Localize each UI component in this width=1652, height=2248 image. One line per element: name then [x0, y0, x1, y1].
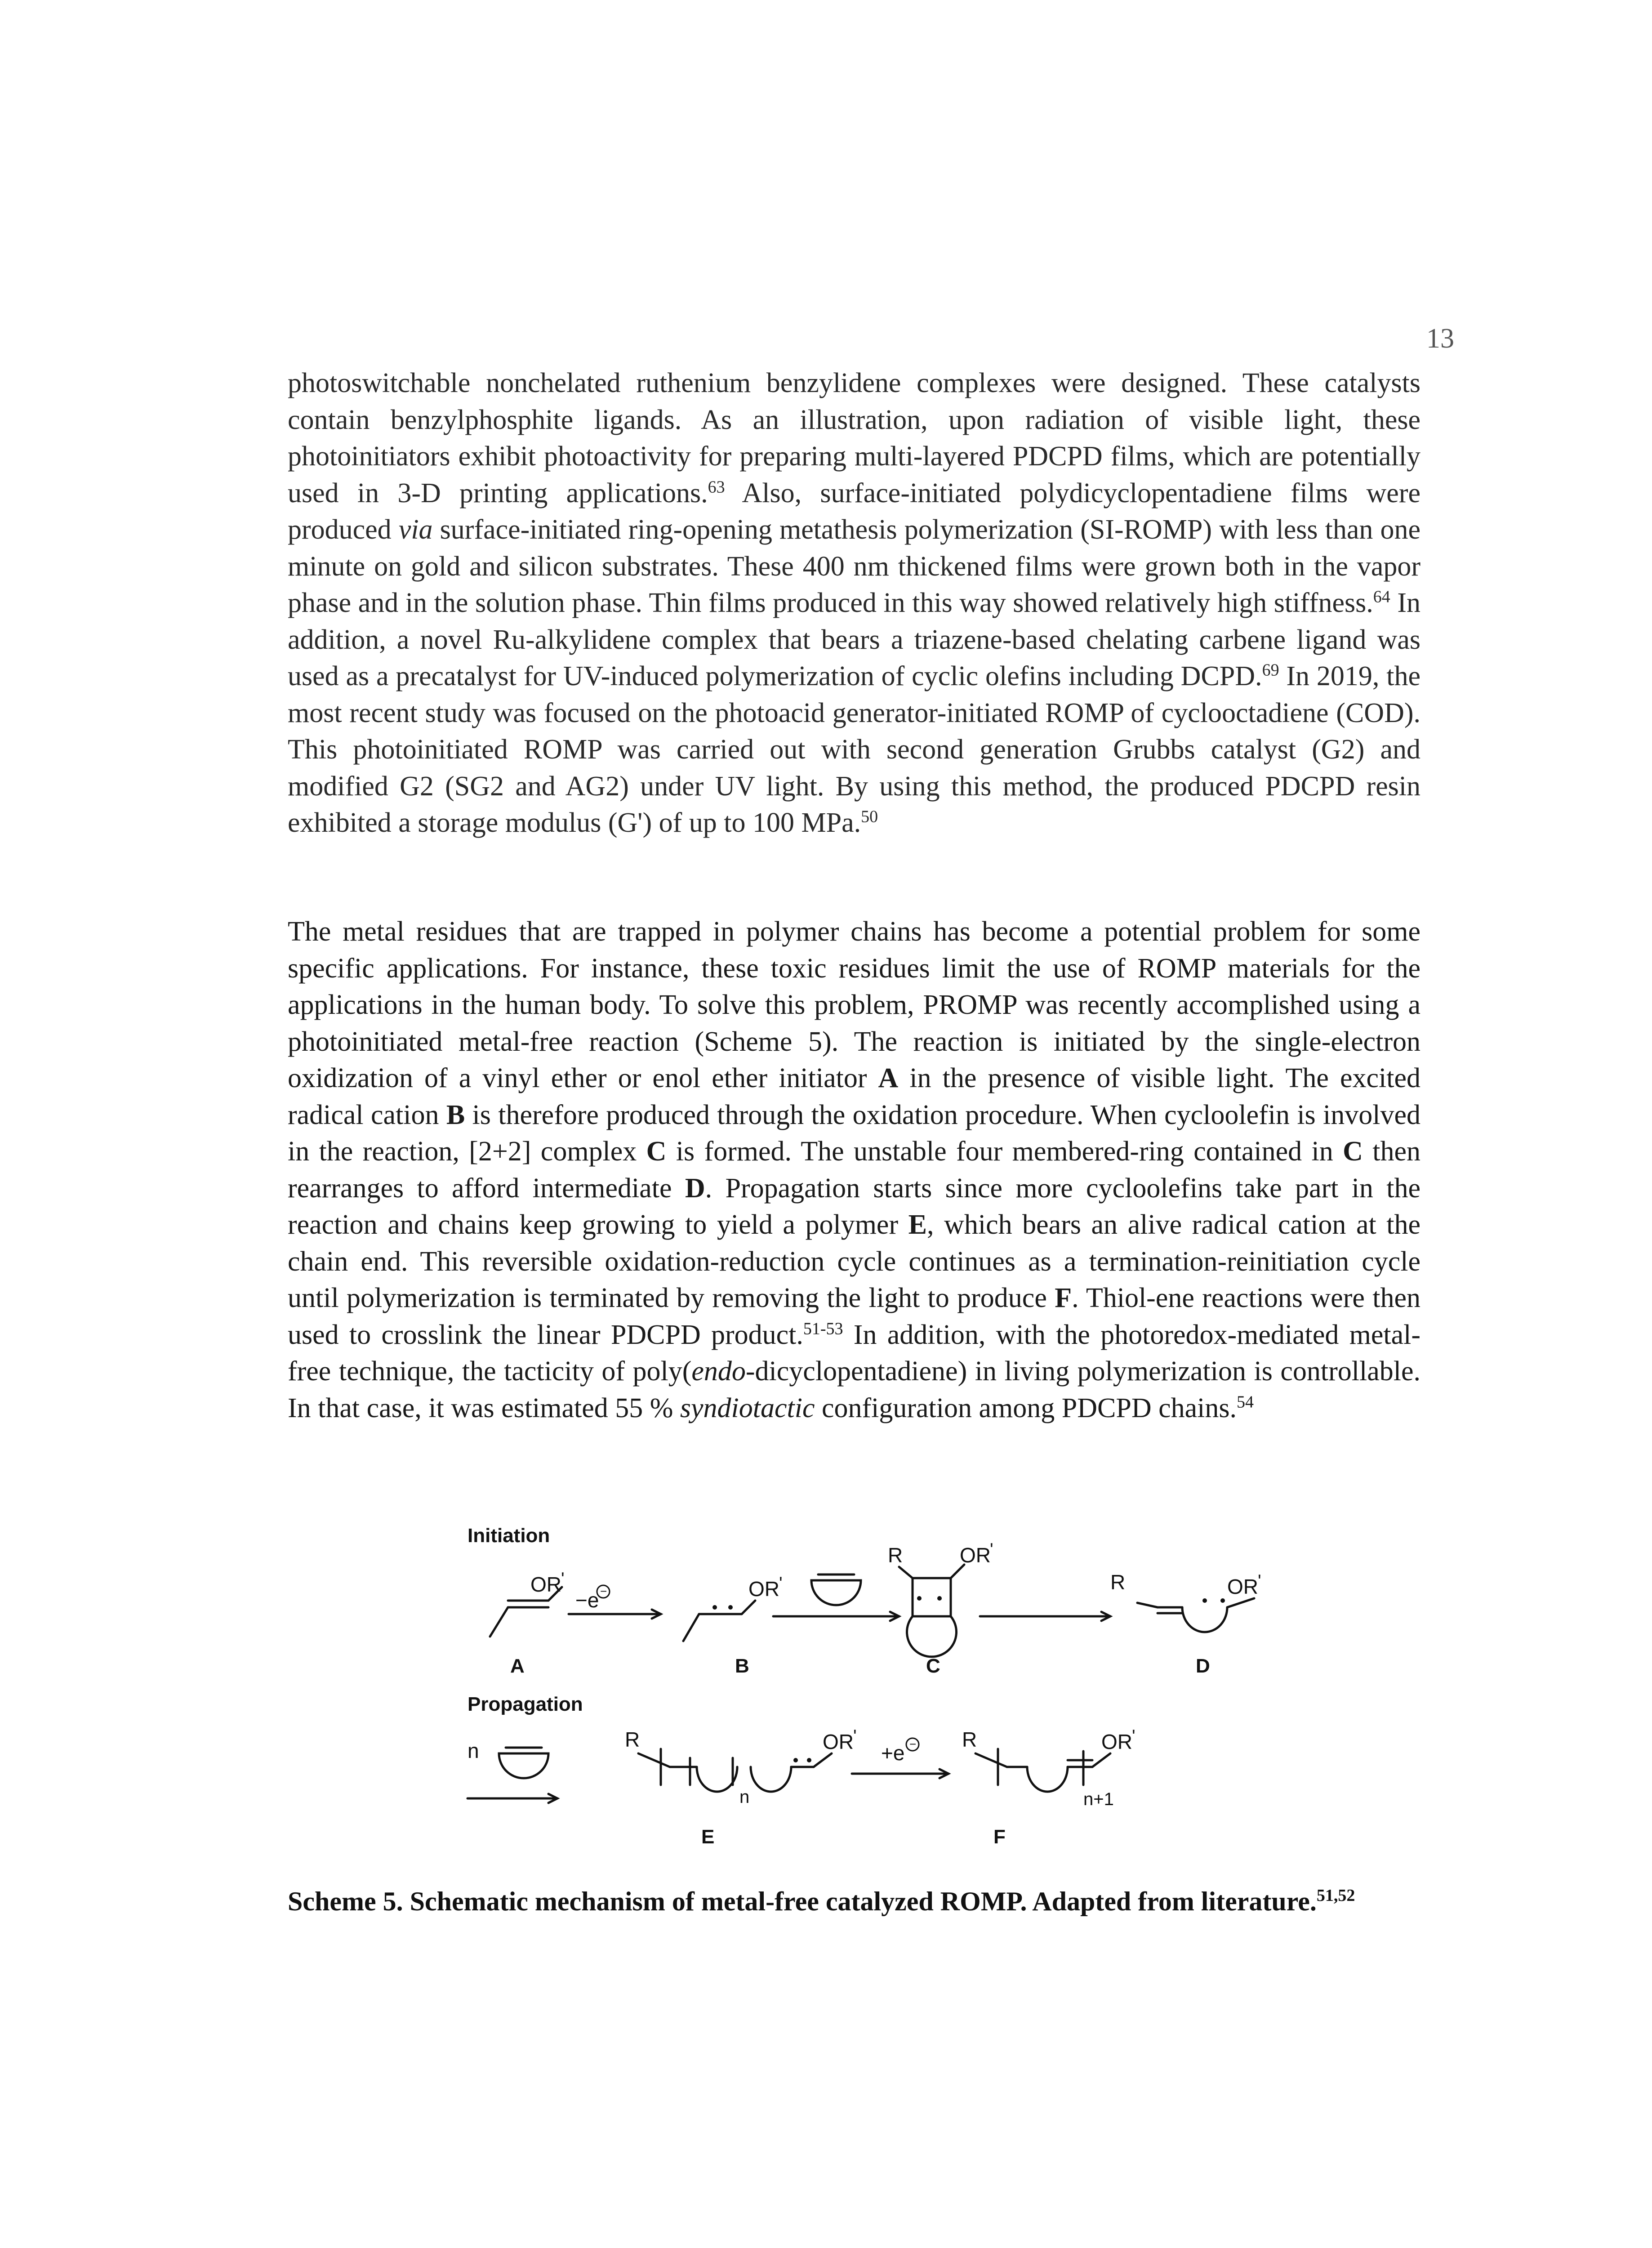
citation-superscript: 54	[1237, 1392, 1254, 1411]
prime-mark: '	[779, 1574, 783, 1593]
r-label: R	[625, 1728, 640, 1751]
bold-compound-label: E	[908, 1209, 927, 1240]
bold-compound-label: C	[1343, 1136, 1363, 1167]
bond-line	[490, 1607, 508, 1637]
fused-ring	[907, 1616, 957, 1657]
page-number: 13	[1426, 323, 1454, 354]
r-label: R	[962, 1728, 977, 1751]
n-label: n	[468, 1739, 479, 1762]
prime-mark: '	[990, 1540, 993, 1560]
bond-line	[814, 1753, 832, 1767]
text-run: In addition, with the photoredox-mediated metal-free technique, the tacticity of poly(	[288, 1319, 1420, 1387]
text-run: , which bears an alive radical cation at the chain end. This reversible oxidation-reduction cycle continues as a termination-reinitiation cycle until polymerization is terminated by removing the light to produce	[288, 1209, 1420, 1313]
bond-line	[638, 1753, 670, 1767]
plus-e-label: +e	[881, 1741, 905, 1765]
electron-sign: −	[600, 1584, 607, 1598]
text-run: -dicyclopentadiene) in living polymerization is controllable. In that case, it was estimated 55 %	[288, 1356, 1420, 1423]
compound-label-c: C	[926, 1655, 940, 1677]
text-run: photoswitchable nonchelated ruthenium benzylidene complexes were designed. These catalysts contain benzylphosphite ligands. As an illustration, upon radiation of visible light, these photoinitiators exhibit photoactivity for preparing multi-layered PDCPD films, which are potentially used in 3-D printing applications.	[288, 368, 1420, 508]
or-label: OR	[960, 1543, 991, 1567]
bold-compound-label: C	[646, 1136, 667, 1167]
electron-sign: −	[909, 1737, 917, 1751]
cycloolefin-ring	[499, 1753, 548, 1778]
citation-superscript: 50	[861, 807, 878, 826]
text-run: configuration among PDCPD chains.	[815, 1392, 1237, 1423]
cycloolefin-ring	[811, 1580, 861, 1605]
repeat-unit-ring	[1027, 1767, 1068, 1792]
caption-text: Scheme 5. Schematic mechanism of metal-free catalyzed ROMP. Adapted from literature.	[288, 1887, 1317, 1916]
propagation-label: Propagation	[468, 1693, 583, 1715]
initiation-label: Initiation	[468, 1525, 550, 1547]
ring-arc	[1182, 1607, 1227, 1632]
italic-text: syndiotactic	[680, 1392, 815, 1423]
text-run: In addition, a novel Ru-alkylidene complex that bears a triazene-based chelating carbene ligand was used as a precatalyst for UV-induced polymerization of cyclic olefins including DCPD.	[288, 588, 1420, 691]
n-plus-1-subscript: n+1	[1083, 1789, 1114, 1809]
minus-e-label: −e	[575, 1588, 599, 1612]
text-run: Also, surface-initiated polydicyclopentadiene films were produced	[288, 477, 1420, 545]
repeat-unit-ring	[697, 1767, 737, 1792]
compound-label-b: B	[735, 1655, 749, 1677]
bond-line	[899, 1567, 913, 1578]
or-label: OR	[748, 1577, 779, 1601]
text-run: is formed. The unstable four membered-ring contained in	[666, 1136, 1343, 1167]
text-run: . Propagation starts since more cycloolefins take part in the reaction and chains keep growing to yield a polymer	[288, 1173, 1420, 1240]
compound-label-a: A	[510, 1655, 525, 1677]
or-label: OR	[1227, 1575, 1258, 1598]
citation-superscript: 64	[1373, 587, 1390, 607]
text-run: then rearranges to afford intermediate	[288, 1136, 1420, 1204]
or-label: OR	[1101, 1730, 1132, 1753]
ring-arc	[751, 1767, 791, 1792]
bond-line	[742, 1601, 755, 1614]
body-paragraph-2	[288, 914, 1420, 1427]
bond-line	[975, 1753, 1007, 1767]
prime-mark: '	[561, 1569, 565, 1589]
scheme-5-figure	[463, 1524, 1272, 1870]
compound-label-f: F	[993, 1826, 1006, 1848]
italic-text: endo	[691, 1356, 746, 1387]
citation-superscript: 63	[708, 477, 725, 496]
citation-superscript: 51-53	[803, 1319, 843, 1338]
bond-line	[1227, 1598, 1254, 1607]
r-label: R	[888, 1543, 903, 1567]
prime-mark: '	[1258, 1571, 1261, 1591]
or-label: OR	[823, 1730, 854, 1753]
text-run: . Thiol-ene reactions were then used to crosslink the linear PDCPD product.	[288, 1283, 1420, 1350]
bold-compound-label: D	[685, 1173, 705, 1204]
citation-superscript: 69	[1262, 660, 1279, 680]
text-run: In 2019, the most recent study was focused on the photoacid generator-initiated ROMP of cyclooctadiene (COD). This photoinitiated ROMP was carried out with second generation Grubbs catalyst (G2) and modified G2 (SG2 and AG2) under UV light. By using this method, the produced PDCPD resin exhibited a storage modulus (G') of up to 100 MPa.	[288, 661, 1421, 838]
caption-reference: 51,52	[1316, 1886, 1355, 1905]
prime-mark: '	[853, 1726, 857, 1746]
bond-line	[683, 1614, 699, 1641]
bold-compound-label: B	[446, 1099, 465, 1130]
n-subscript: n	[739, 1787, 750, 1807]
prime-mark: '	[1132, 1726, 1135, 1746]
text-run: surface-initiated ring-opening metathesis polymerization (SI-ROMP) with less than one minute on gold and silicon substrates. These 400 nm thickened films were grown both in the vapor phase and in the solution phase. Thin films produced in this way showed relatively high stiffness.	[288, 514, 1421, 618]
bold-compound-label: A	[878, 1063, 899, 1093]
body-paragraph-1	[288, 365, 1420, 842]
reaction-scheme-diagram	[463, 1524, 1272, 1870]
compound-label-e: E	[701, 1826, 715, 1848]
bond-line	[1137, 1603, 1158, 1607]
scheme-caption	[288, 1886, 1420, 1917]
text-run: in the presence of visible light. The excited radical cation	[288, 1063, 1420, 1130]
r-label: R	[1110, 1570, 1126, 1594]
or-label: OR	[530, 1573, 561, 1596]
italic-text: via	[398, 514, 433, 545]
text-run: The metal residues that are trapped in polymer chains has become a potential problem for some specific applications. For instance, these toxic residues limit the use of ROMP materials for the applications in the human body. To solve this problem, PROMP was recently accomplished using a photoinitiated metal-free reaction (Scheme 5). The reaction is initiated by the single-electron oxidization of a vinyl ether or enol ether initiator	[288, 916, 1420, 1093]
compound-label-d: D	[1196, 1655, 1210, 1677]
bond-line	[1092, 1753, 1110, 1767]
text-run: is therefore produced through the oxidation procedure. When cycloolefin is involved in the reaction, [2+2] complex	[288, 1099, 1420, 1167]
bold-compound-label: F	[1055, 1283, 1072, 1313]
